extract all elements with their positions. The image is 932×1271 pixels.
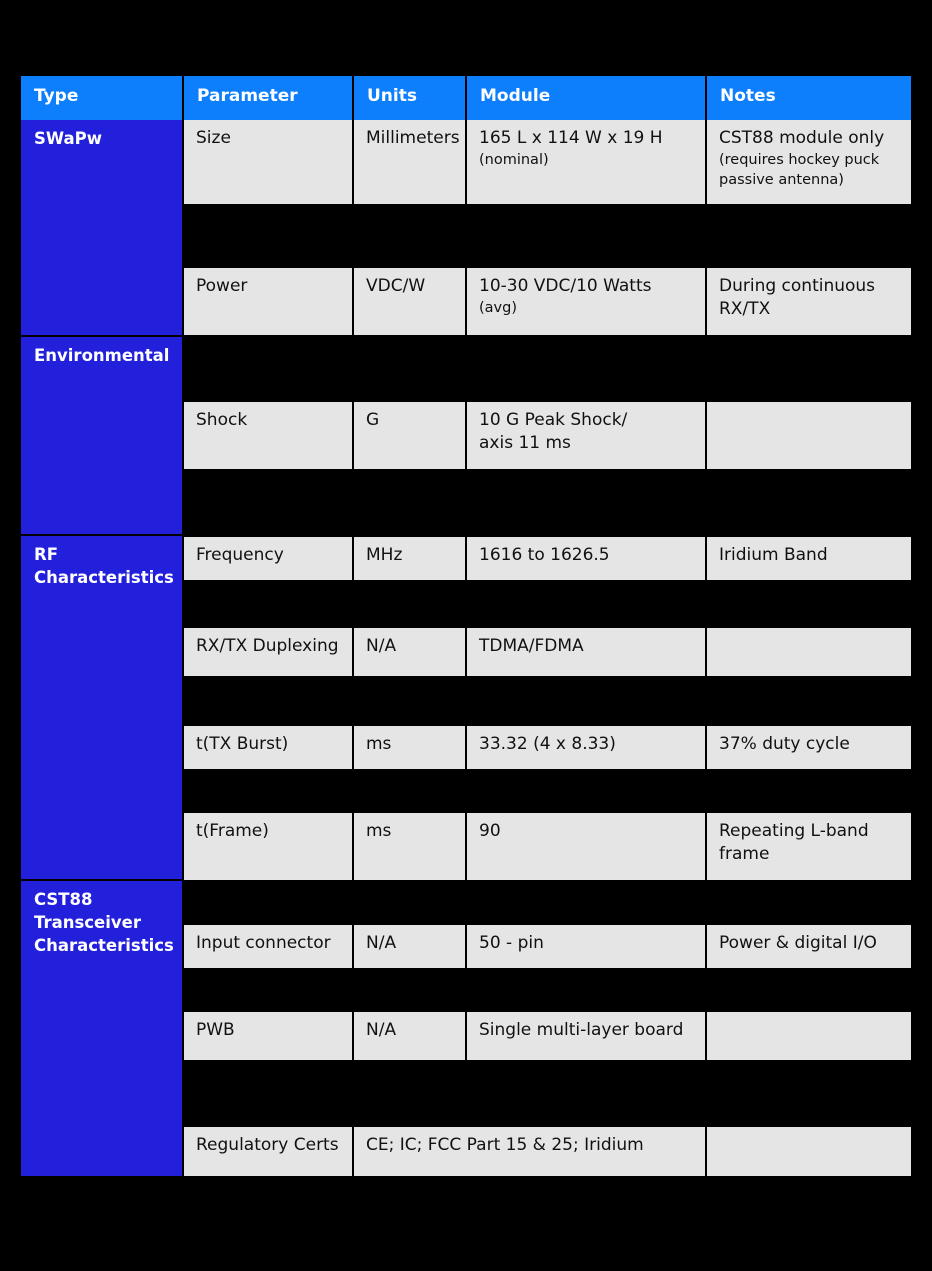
cell-module: Single multi-layer board [467,1012,705,1060]
redacted-cell [354,678,465,723]
cell-module: 50 - pin [467,925,705,968]
notes-subnote: (requires hockey puck passive antenna) [719,152,880,188]
cell-notes [707,402,911,469]
cell-units: N/A [354,925,465,968]
redacted-cell [184,338,352,399]
redacted-cell [707,471,911,534]
cell-units: Millimeters [354,120,465,204]
cell-parameter: RX/TX Duplexing [184,628,352,676]
cell-parameter: Size [184,120,352,204]
redacted-cell [707,882,911,922]
cell-module: 33.32 (4 x 8.33) [467,726,705,769]
redacted-cell [354,1062,465,1125]
redacted-cell [707,771,911,811]
redacted-cell [184,771,352,811]
redacted-cell [184,678,352,723]
cell-module: 10 G Peak Shock/ axis 11 ms [467,402,705,469]
redacted-cell [467,471,705,534]
cell-parameter: Power [184,268,352,335]
redacted-cell [184,1062,352,1125]
cell-module [467,120,705,204]
cell-module: 1616 to 1626.5 [467,537,705,580]
cell-parameter: PWB [184,1012,352,1060]
cell-units: N/A [354,628,465,676]
redacted-cell [184,882,352,922]
notes-value: CST88 module only [719,128,885,148]
cell-parameter: Shock [184,402,352,469]
redacted-cell [707,338,911,399]
redacted-cell [467,1062,705,1125]
redacted-cell [184,206,352,266]
header-module: Module [467,76,705,120]
cell-units: ms [354,813,465,880]
redacted-cell [354,771,465,811]
group-swapw: SWaPw [21,120,182,335]
cell-parameter: t(Frame) [184,813,352,880]
redacted-cell [354,970,465,1010]
group-cst88: CST88 Transceiver Characteristics [21,881,182,1176]
redacted-cell [354,582,465,625]
redacted-cell [707,582,911,625]
redacted-cell [707,970,911,1010]
cell-units: ms [354,726,465,769]
group-environmental: Environmental [21,337,182,534]
cell-notes: Iridium Band [707,537,911,580]
cell-parameter: Regulatory Certs [184,1127,352,1176]
redacted-cell [184,471,352,534]
redacted-cell [707,678,911,723]
header-notes: Notes [707,76,911,120]
cell-module [467,268,705,335]
cell-units: G [354,402,465,469]
redacted-cell [467,338,705,399]
cell-module: TDMA/FDMA [467,628,705,676]
cell-notes: Power & digital I/O [707,925,911,968]
redacted-cell [467,882,705,922]
header-parameter: Parameter [184,76,352,120]
cell-units: MHz [354,537,465,580]
cell-notes [707,120,911,204]
cell-notes [707,1127,911,1176]
cell-parameter: Frequency [184,537,352,580]
group-rf: RF Characteristics [21,536,182,879]
header-type: Type [21,76,182,120]
cell-module: 90 [467,813,705,880]
cell-notes [707,1012,911,1060]
redacted-cell [184,582,352,625]
cell-notes: 37% duty cycle [707,726,911,769]
cell-parameter: t(TX Burst) [184,726,352,769]
module-value: 10-30 VDC/10 Watts [479,276,652,296]
redacted-cell [467,206,705,266]
redacted-cell [467,678,705,723]
cell-units: VDC/W [354,268,465,335]
redacted-cell [354,471,465,534]
module-value: 165 L x 114 W x 19 H [479,128,663,148]
redacted-cell [467,970,705,1010]
cell-units: N/A [354,1012,465,1060]
redacted-cell [467,582,705,625]
cell-notes [707,628,911,676]
redacted-cell [354,882,465,922]
module-subnote: (avg) [479,300,517,316]
redacted-cell [354,206,465,266]
header-units: Units [354,76,465,120]
cell-notes: During continuous RX/TX [707,268,911,335]
redacted-cell [184,970,352,1010]
module-subnote: (nominal) [479,152,549,168]
redacted-cell [707,1062,911,1125]
redacted-cell [467,771,705,811]
redacted-cell [354,338,465,399]
cell-parameter: Input connector [184,925,352,968]
cell-units-module: CE; IC; FCC Part 15 & 25; Iridium [354,1127,705,1176]
redacted-cell [707,206,911,266]
cell-notes: Repeating L-band frame [707,813,911,880]
